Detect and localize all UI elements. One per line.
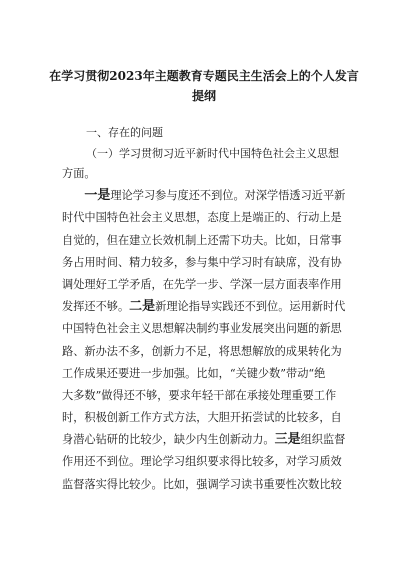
subsection-heading: （一）学习贯彻习近平新时代中国特色社会主义思想	[86, 147, 339, 160]
body-line: 作用还不到位。理论学习组织要求得比较多，对学习质效	[62, 455, 342, 469]
keyword: 一是	[84, 188, 111, 204]
body-line: 自觉的，但在建立长效机制上还需下功夫。比如，日常事	[62, 233, 342, 247]
body-line: 路、新办法不多，创新力不足，将思想解放的成果转化为	[62, 344, 342, 358]
keyword: 三是	[274, 432, 301, 448]
body-text-segment: 组织监督	[300, 433, 346, 447]
body-line: 务占用时间、精力较多，参与集中学习时有缺席，没有协	[62, 255, 342, 269]
body-line: 时，积极创新工作方式方法，大胆开拓尝试的比较多，自	[62, 411, 342, 425]
body-line: 中国特色社会主义思想解决制约事业发展突出问题的新思	[62, 322, 342, 336]
section-heading: 一、存在的问题	[86, 126, 163, 139]
body-text-segment: 新理论指导实践还不到位。运用新时代	[155, 300, 346, 314]
body-line	[62, 429, 348, 451]
body-line: 监督落实得比较少。比如，强调学习读书重要性次数比较	[62, 477, 342, 491]
title-line-2: 提纲	[191, 89, 216, 103]
body-line: 时代中国特色社会主义思想，态度上是端正的、行动上是	[62, 211, 342, 225]
body-text	[62, 163, 348, 496]
body-text-segment: 身潜心钻研的比较少，缺少内生创新动力。	[62, 433, 275, 447]
body-line	[62, 185, 348, 207]
body-text-segment: 发挥还不够。	[62, 300, 130, 314]
body-line: 调处理好工学矛盾，在先学一步、学深一层方面表率作用	[62, 277, 342, 291]
subsection-heading-continuation: 方面。	[62, 167, 96, 180]
title-line-1: 在学习贯彻2023年主题教育专题民主生活会上的个人发言	[49, 69, 359, 83]
keyword: 二是	[129, 299, 156, 315]
body-line: 工作成果还要进一步加强。比如，“关键少数”带动“绝	[62, 366, 326, 380]
body-line: 大多数”做得还不够，要求年轻干部在承接处理重要工作	[62, 388, 337, 402]
document-title	[0, 66, 408, 106]
body-line	[62, 296, 348, 318]
body-text-segment: 理论学习参与度还不到位。对深学悟透习近平新	[110, 189, 346, 203]
